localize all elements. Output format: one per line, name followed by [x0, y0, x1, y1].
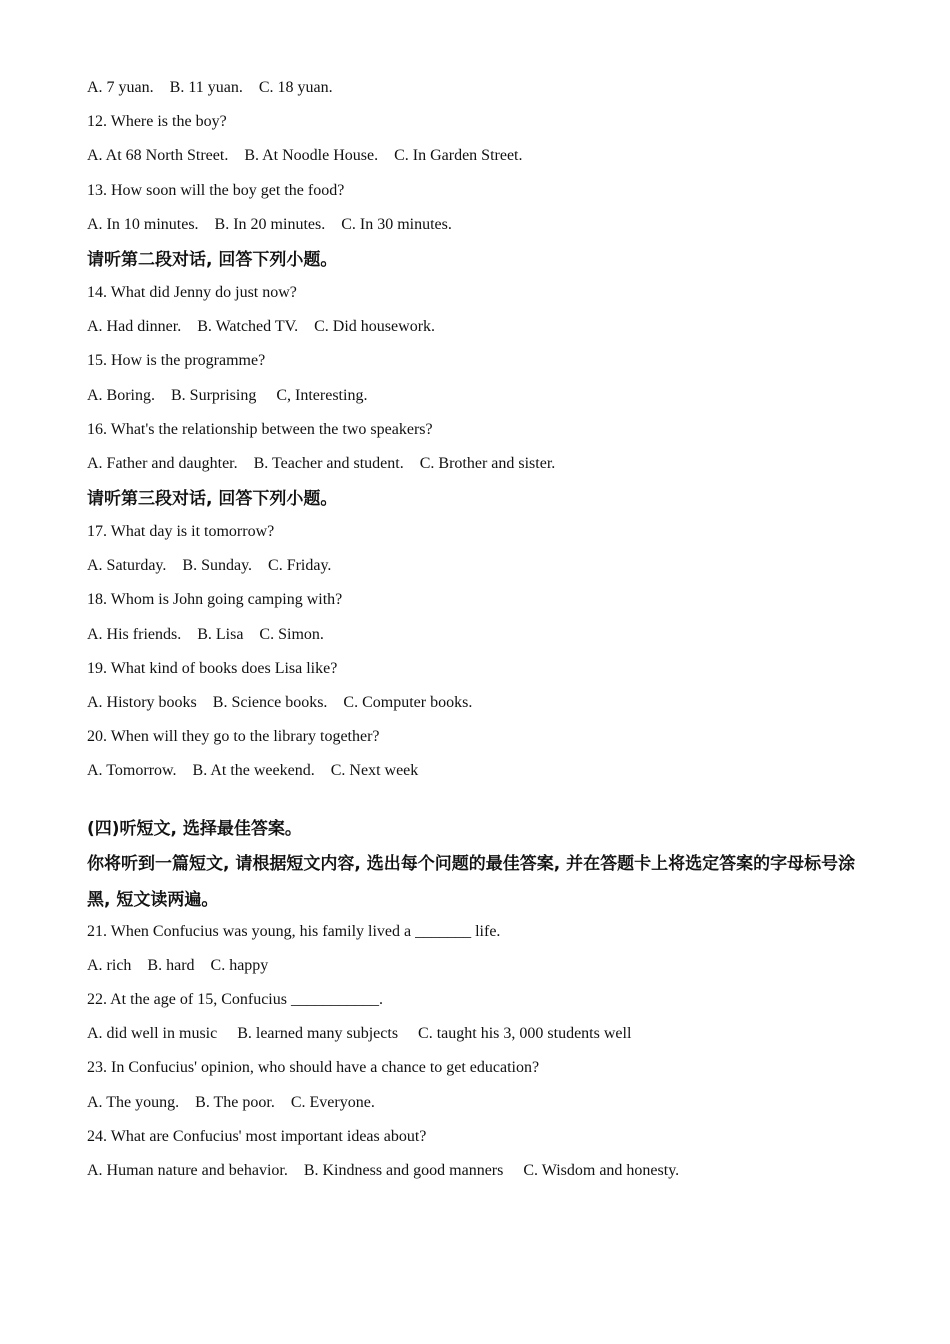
answer-options: A. At 68 North Street. B. At Noodle House. C. In Garden Street. [87, 147, 523, 165]
answer-options: A. History books B. Science books. C. Computer books. [87, 694, 473, 711]
listening-part-2 [87, 922, 877, 1181]
answer-options: A. did well in music B. learned many subjects C. taught his 3, 000 students well [87, 1025, 632, 1043]
question-line: 22. At the age of 15, Confucius ___________. [87, 990, 383, 1008]
answer-options: A. Had dinner. B. Watched TV. C. Did housework. [87, 318, 436, 336]
question-line: 20. When will they go to the library together? [87, 728, 380, 746]
answer-options: A. rich B. hard C. happy [87, 956, 269, 974]
question-line: 24. What are Confucius' most important ideas about? [87, 1127, 427, 1145]
question-line: 23. In Confucius' opinion, who should have a chance to get education? [87, 1059, 540, 1077]
question-line: 13. How soon will the boy get the food? [87, 181, 345, 199]
question-line: 19. What kind of books does Lisa like? [87, 659, 338, 677]
question-line: 15. How is the programme? [87, 352, 266, 370]
section-4-title: (四)听短文, 选择最佳答案。 [87, 818, 302, 839]
question-line: 16. What's the relationship between the two speakers? [87, 420, 433, 438]
section-spacer [87, 796, 877, 818]
exam-page [87, 78, 877, 1195]
question-line: 12. Where is the boy? [87, 113, 227, 131]
answer-options: A. Tomorrow. B. At the weekend. C. Next week [87, 762, 419, 780]
section-4 [87, 818, 877, 918]
answer-options: A. The young. B. The poor. C. Everyone. [87, 1093, 375, 1111]
answer-options: A. In 10 minutes. B. In 20 minutes. C. In 30 minutes. [87, 215, 452, 233]
answer-options: A. His friends. B. Lisa C. Simon. [87, 625, 324, 643]
question-line: 14. What did Jenny do just now? [87, 283, 297, 301]
question-line: 21. When Confucius was young, his family lived a _______ life. [87, 922, 501, 940]
answer-options: A. 7 yuan. B. 11 yuan. C. 18 yuan. [87, 79, 333, 96]
listening-part-1 [87, 78, 877, 781]
dialogue-heading: 请听第二段对话, 回答下列小题。 [87, 249, 338, 270]
question-line: 17. What day is it tomorrow? [87, 523, 275, 541]
answer-options: A. Saturday. B. Sunday. C. Friday. [87, 557, 332, 575]
answer-options: A. Boring. B. Surprising C, Interesting. [87, 386, 368, 404]
section-4-instructions: 你将听到一篇短文, 请根据短文内容, 选出每个问题的最佳答案, 并在答题卡上将选定答案的字母标号涂黑, 短文读两遍。 [87, 853, 856, 910]
answer-options: A. Human nature and behavior. B. Kindness and good manners C. Wisdom and honesty. [87, 1161, 680, 1179]
answer-options: A. Father and daughter. B. Teacher and student. C. Brother and sister. [87, 454, 556, 472]
dialogue-heading: 请听第三段对话, 回答下列小题。 [87, 489, 338, 510]
question-line: 18. Whom is John going camping with? [87, 591, 343, 609]
